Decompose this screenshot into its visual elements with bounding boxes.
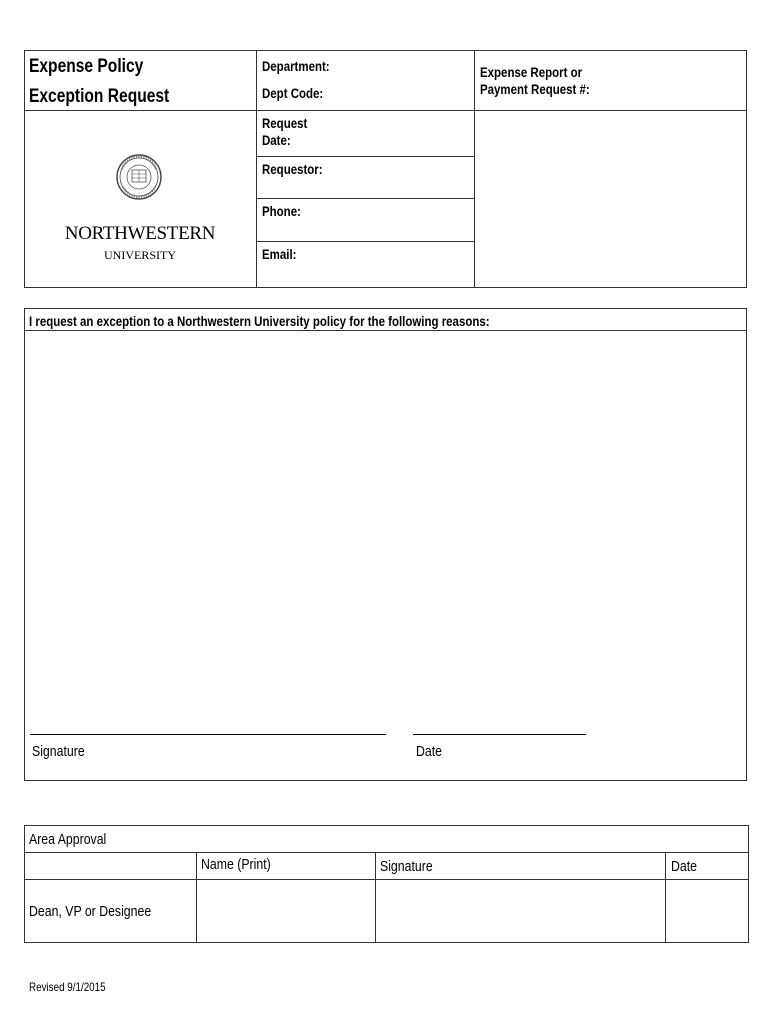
logo-wordmark: NORTHWESTERN xyxy=(64,223,216,244)
signature-label: Signature xyxy=(32,743,85,760)
request-date-label-line2: Date: xyxy=(262,132,291,148)
dept-code-label: Dept Code: xyxy=(262,85,324,101)
reasons-heading-divider xyxy=(24,330,747,331)
phone-field[interactable] xyxy=(310,202,470,237)
revised-date: Revised 9/1/2015 xyxy=(29,980,106,994)
row-label-dean: Dean, VP or Designee xyxy=(29,903,152,920)
date-line xyxy=(413,734,586,735)
phone-label: Phone: xyxy=(262,203,301,219)
approval-vline-1 xyxy=(196,852,197,943)
header-hline-requestor xyxy=(256,156,474,157)
email-field[interactable] xyxy=(305,245,470,284)
email-label: Email: xyxy=(262,246,297,262)
logo-subtitle: UNIVERSITY xyxy=(104,248,176,262)
signature-line xyxy=(30,734,386,735)
expense-report-notes-area[interactable] xyxy=(478,114,743,284)
approval-vline-3 xyxy=(665,852,666,943)
university-logo xyxy=(24,111,256,288)
department-label: Department: xyxy=(262,58,330,74)
header-divider-1 xyxy=(256,50,257,288)
department-field[interactable] xyxy=(345,54,470,76)
column-name-print: Name (Print) xyxy=(201,856,271,873)
approval-hline-1 xyxy=(24,852,749,853)
requestor-field[interactable] xyxy=(330,160,470,194)
request-date-label-line1: Request xyxy=(262,115,308,131)
date-label: Date xyxy=(416,743,442,760)
form-title-line2: Exception Request xyxy=(29,86,170,107)
reasons-heading: I request an exception to a Northwestern University policy for the following reasons: xyxy=(29,313,490,329)
reasons-textarea[interactable] xyxy=(28,334,743,724)
header-hline-email xyxy=(256,241,474,242)
approver-date-field[interactable] xyxy=(668,882,746,940)
form-title-line1: Expense Policy xyxy=(29,56,144,77)
dept-code-field[interactable] xyxy=(340,82,470,106)
header-divider-2 xyxy=(474,50,475,288)
header-hline-phone xyxy=(256,198,474,199)
requestor-label: Requestor: xyxy=(262,161,323,177)
expense-report-label-line2: Payment Request #: xyxy=(480,81,590,97)
approver-signature-field[interactable] xyxy=(378,882,662,940)
column-signature: Signature xyxy=(380,858,433,875)
expense-report-label-line1: Expense Report or xyxy=(480,64,583,80)
approval-vline-2 xyxy=(375,852,376,943)
northwestern-seal-icon xyxy=(115,139,163,215)
expense-report-field[interactable] xyxy=(600,56,740,106)
approval-hline-2 xyxy=(24,879,749,880)
approver-name-field[interactable] xyxy=(199,882,372,940)
column-date: Date xyxy=(671,858,697,875)
request-date-field[interactable] xyxy=(310,114,470,152)
approval-heading: Area Approval xyxy=(29,831,107,848)
